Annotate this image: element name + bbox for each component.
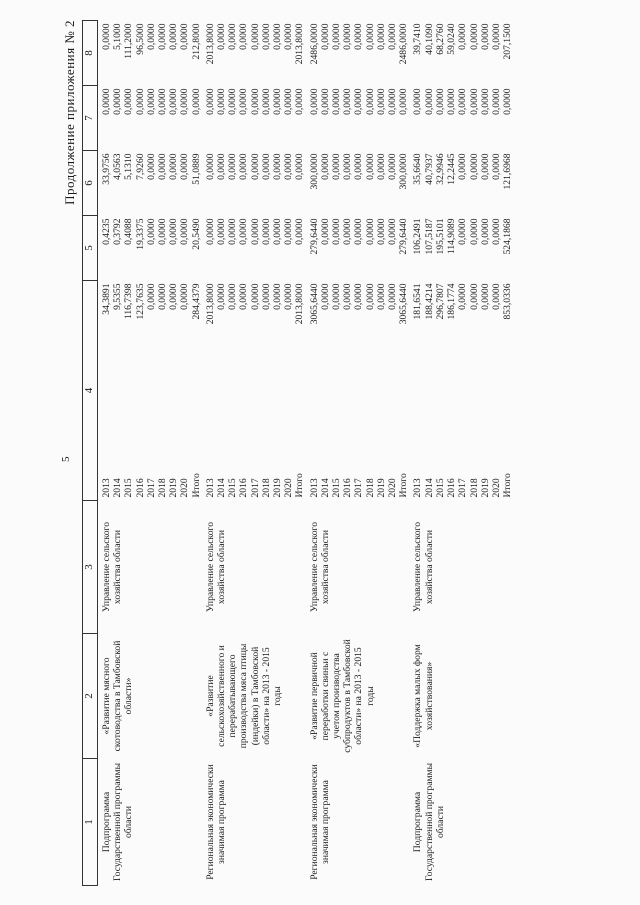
total-cell: 186,1774 xyxy=(446,283,458,320)
rotated-sheet xyxy=(60,12,580,892)
column-number: 5 xyxy=(83,216,98,281)
local-cell: 0,0000 xyxy=(457,88,469,115)
offbudget-cell: 0,0000 xyxy=(387,23,399,50)
offbudget-cell: 111,2000 xyxy=(123,23,135,59)
year-cell: 2020 xyxy=(179,478,191,498)
executor-cell: Управление сельского хозяйства области xyxy=(308,521,331,613)
regional-cell: 12,2445 xyxy=(446,153,458,185)
regional-cell: 4,0563 xyxy=(112,153,124,180)
local-cell: 0,0000 xyxy=(412,88,424,115)
program-name-cell: «Развитие первичной переработки свиньи с учетом производства субпродуктов в Тамбовской области» на 2013 - 2015 годы xyxy=(308,639,376,753)
local-cell: 0,0000 xyxy=(423,88,435,115)
federal-cell: 279,6440 xyxy=(308,218,320,255)
year-cell: 2019 xyxy=(479,478,491,498)
offbudget-cell: 2013,8000 xyxy=(294,23,306,65)
regional-cell: 0,0000 xyxy=(294,153,306,180)
regional-cell: 0,0000 xyxy=(272,153,284,180)
year-cell: Итого xyxy=(502,473,514,498)
total-cell: 0,0000 xyxy=(157,283,169,310)
total-cell: 3065,6440 xyxy=(308,283,320,325)
regional-cell: 0,0000 xyxy=(145,153,157,180)
regional-cell: 0,0000 xyxy=(479,153,491,180)
federal-cell: 106,2491 xyxy=(412,218,424,255)
federal-cell: 0,0000 xyxy=(342,218,354,245)
year-cell: 2013 xyxy=(412,478,424,498)
page-number: 5 xyxy=(60,456,72,462)
regional-cell: 0,0000 xyxy=(227,153,239,180)
local-cell: 0,0000 xyxy=(283,88,295,115)
local-cell: 0,0000 xyxy=(123,88,135,115)
total-cell: 123,7635 xyxy=(134,283,146,320)
column-number: 8 xyxy=(83,21,98,86)
total-cell: 0,0000 xyxy=(227,283,239,310)
local-cell: 0,0000 xyxy=(468,88,480,115)
offbudget-cell: 212,8000 xyxy=(190,23,202,60)
year-cell: 2016 xyxy=(446,478,458,498)
regional-cell: 40,7937 xyxy=(423,153,435,185)
program-name-cell: «Развитие сельскохозяйственного и перерабатывающего производства мяса птицы (индейки) в Тамбовской области» на 2013 - 2015 годы xyxy=(204,643,284,749)
regional-cell: 33,9756 xyxy=(101,153,112,185)
total-cell: 0,0000 xyxy=(145,283,157,310)
local-cell: 0,0000 xyxy=(101,88,112,115)
local-cell: 0,0000 xyxy=(238,88,250,115)
year-cell: 2013 xyxy=(101,478,112,498)
offbudget-cell: 40,1090 xyxy=(423,23,435,55)
year-cell: 2017 xyxy=(249,478,261,498)
local-cell: 0,0000 xyxy=(446,88,458,115)
federal-cell: 0,0000 xyxy=(364,218,376,245)
federal-cell: 0,0000 xyxy=(387,218,399,245)
federal-cell: 114,9089 xyxy=(446,218,458,255)
local-cell: 0,0000 xyxy=(398,88,410,115)
federal-cell: 0,0000 xyxy=(227,218,239,245)
total-cell: 853,0336 xyxy=(502,283,514,320)
year-cell: 2014 xyxy=(319,478,331,498)
offbudget-cell: 0,0000 xyxy=(342,23,354,50)
federal-cell: 107,5187 xyxy=(423,218,435,255)
table-row xyxy=(409,21,423,886)
federal-cell: 0,0000 xyxy=(490,218,502,245)
offbudget-cell: 39,7410 xyxy=(412,23,424,55)
offbudget-cell: 5,1000 xyxy=(112,23,124,50)
local-cell: 0,0000 xyxy=(157,88,169,115)
offbudget-cell: 0,0000 xyxy=(216,23,228,50)
federal-cell: 0,4235 xyxy=(101,218,112,245)
year-cell: 2014 xyxy=(112,478,124,498)
column-number: 2 xyxy=(83,634,98,759)
total-cell: 0,0000 xyxy=(387,283,399,310)
regional-cell: 0,0000 xyxy=(490,153,502,180)
program-type-cell: Подпрограмма Государственной программы области xyxy=(412,762,446,882)
year-cell: 2019 xyxy=(272,478,284,498)
federal-cell: 0,0000 xyxy=(168,218,180,245)
column-number: 7 xyxy=(83,86,98,151)
local-cell: 0,0000 xyxy=(434,88,446,115)
local-cell: 0,0000 xyxy=(342,88,354,115)
year-cell: 2016 xyxy=(238,478,250,498)
local-cell: 0,0000 xyxy=(168,88,180,115)
offbudget-cell: 0,0000 xyxy=(490,23,502,50)
federal-cell: 195,5101 xyxy=(434,218,446,255)
column-number: 1 xyxy=(83,759,98,886)
offbudget-cell: 2013,8000 xyxy=(204,23,216,65)
executor-cell: Управление сельского хозяйства области xyxy=(204,521,228,613)
offbudget-cell: 0,0000 xyxy=(375,23,387,50)
total-cell: 0,0000 xyxy=(179,283,191,310)
regional-cell: 0,0000 xyxy=(157,153,169,180)
federal-cell: 0,0000 xyxy=(457,218,469,245)
year-cell: 2020 xyxy=(283,478,295,498)
federal-cell: 0,0000 xyxy=(375,218,387,245)
local-cell: 0,0000 xyxy=(179,88,191,115)
offbudget-cell: 0,0000 xyxy=(145,23,157,50)
year-cell: 2013 xyxy=(308,478,320,498)
offbudget-cell: 0,0000 xyxy=(238,23,250,50)
offbudget-cell: 0,0000 xyxy=(319,23,331,50)
local-cell: 0,0000 xyxy=(227,88,239,115)
federal-cell: 0,0000 xyxy=(204,218,216,245)
program-type-cell: Региональная экономически значимая программа xyxy=(308,764,331,880)
executor-cell: Управление сельского хозяйства области xyxy=(412,521,435,613)
year-cell: 2020 xyxy=(387,478,399,498)
year-cell: 2019 xyxy=(375,478,387,498)
year-cell: 2015 xyxy=(331,478,343,498)
total-cell: 0,0000 xyxy=(216,283,228,310)
continuation-note: Продолжение приложения № 2 xyxy=(62,20,77,205)
total-cell: 3065,6440 xyxy=(398,283,410,325)
total-cell: 0,0000 xyxy=(490,283,502,310)
federal-cell: 0,0000 xyxy=(272,218,284,245)
local-cell: 0,0000 xyxy=(375,88,387,115)
regional-cell: 0,0000 xyxy=(216,153,228,180)
local-cell: 0,0000 xyxy=(112,88,124,115)
year-cell: 2018 xyxy=(364,478,376,498)
total-cell: 34,3891 xyxy=(101,283,112,315)
offbudget-cell: 0,0000 xyxy=(457,23,469,50)
offbudget-cell: 0,0000 xyxy=(179,23,191,50)
local-cell: 0,0000 xyxy=(145,88,157,115)
local-cell: 0,0000 xyxy=(260,88,272,115)
offbudget-cell: 0,0000 xyxy=(168,23,180,50)
regional-cell: 51,0889 xyxy=(190,153,202,185)
local-cell: 0,0000 xyxy=(364,88,376,115)
federal-cell: 524,1868 xyxy=(502,218,514,255)
total-cell: 0,0000 xyxy=(283,283,295,310)
regional-cell: 0,0000 xyxy=(364,153,376,180)
federal-cell: 0,0000 xyxy=(260,218,272,245)
regional-cell: 5,1310 xyxy=(123,153,135,180)
local-cell: 0,0000 xyxy=(387,88,399,115)
offbudget-cell: 0,0000 xyxy=(249,23,261,50)
offbudget-cell: 0,0000 xyxy=(101,23,112,50)
total-cell: 0,0000 xyxy=(353,283,365,310)
local-cell: 0,0000 xyxy=(490,88,502,115)
regional-cell: 7,9260 xyxy=(134,153,146,180)
federal-cell: 0,0000 xyxy=(283,218,295,245)
total-cell: 0,0000 xyxy=(168,283,180,310)
total-cell: 0,0000 xyxy=(479,283,491,310)
total-cell: 0,0000 xyxy=(375,283,387,310)
year-cell: Итого xyxy=(398,473,410,498)
total-cell: 0,0000 xyxy=(342,283,354,310)
total-cell: 0,0000 xyxy=(331,283,343,310)
column-number: 6 xyxy=(83,151,98,216)
year-cell: 2017 xyxy=(145,478,157,498)
executor-cell: Управление сельского хозяйства области xyxy=(101,521,124,613)
total-cell: 284,4379 xyxy=(190,283,202,320)
total-cell: 0,0000 xyxy=(364,283,376,310)
table-body xyxy=(98,21,514,886)
local-cell: 0,0000 xyxy=(308,88,320,115)
column-number: 4 xyxy=(83,281,98,501)
local-cell: 0,0000 xyxy=(331,88,343,115)
regional-cell: 0,0000 xyxy=(375,153,387,180)
total-cell: 188,4214 xyxy=(423,283,435,320)
regional-cell: 0,0000 xyxy=(353,153,365,180)
year-cell: 2018 xyxy=(468,478,480,498)
total-cell: 2013,8000 xyxy=(204,283,216,325)
regional-cell: 0,0000 xyxy=(319,153,331,180)
year-cell: 2016 xyxy=(134,478,146,498)
federal-cell: 279,6440 xyxy=(398,218,410,255)
federal-cell: 0,4088 xyxy=(123,218,135,245)
budget-table xyxy=(82,20,513,886)
regional-cell: 0,0000 xyxy=(342,153,354,180)
total-cell: 181,6541 xyxy=(412,283,424,320)
total-cell: 0,0000 xyxy=(319,283,331,310)
program-type-cell: Региональная экономически значимая программа xyxy=(204,764,228,880)
offbudget-cell: 2486,0000 xyxy=(398,23,410,65)
total-cell: 9,5355 xyxy=(112,283,124,310)
offbudget-cell: 2486,0000 xyxy=(308,23,320,65)
regional-cell: 0,0000 xyxy=(249,153,261,180)
offbudget-cell: 0,0000 xyxy=(353,23,365,50)
offbudget-cell: 0,0000 xyxy=(331,23,343,50)
regional-cell: 121,6968 xyxy=(502,153,514,190)
regional-cell: 0,0000 xyxy=(331,153,343,180)
year-cell: Итого xyxy=(190,473,202,498)
year-cell: Итого xyxy=(294,473,306,498)
regional-cell: 32,9946 xyxy=(434,153,446,185)
offbudget-cell: 0,0000 xyxy=(364,23,376,50)
offbudget-cell: 0,0000 xyxy=(283,23,295,50)
federal-cell: 0,0000 xyxy=(179,218,191,245)
program-name-cell: «Развитие мясного скотоводства в Тамбовской области» xyxy=(101,640,135,752)
local-cell: 0,0000 xyxy=(353,88,365,115)
column-number: 3 xyxy=(83,501,98,634)
local-cell: 0,0000 xyxy=(272,88,284,115)
total-cell: 0,0000 xyxy=(238,283,250,310)
regional-cell: 35,6640 xyxy=(412,153,424,185)
federal-cell: 0,0000 xyxy=(157,218,169,245)
offbudget-cell: 68,2760 xyxy=(434,23,446,55)
local-cell: 0,0000 xyxy=(294,88,306,115)
regional-cell: 300,0000 xyxy=(308,153,320,190)
total-cell: 0,0000 xyxy=(272,283,284,310)
table-row xyxy=(306,21,320,886)
year-cell: 2014 xyxy=(423,478,435,498)
local-cell: 0,0000 xyxy=(204,88,216,115)
regional-cell: 0,0000 xyxy=(457,153,469,180)
regional-cell: 0,0000 xyxy=(204,153,216,180)
regional-cell: 0,0000 xyxy=(238,153,250,180)
local-cell: 0,0000 xyxy=(134,88,146,115)
year-cell: 2015 xyxy=(434,478,446,498)
federal-cell: 0,0000 xyxy=(145,218,157,245)
year-cell: 2018 xyxy=(157,478,169,498)
year-cell: 2019 xyxy=(168,478,180,498)
total-cell: 116,7398 xyxy=(123,283,135,320)
total-cell: 0,0000 xyxy=(457,283,469,310)
local-cell: 0,0000 xyxy=(216,88,228,115)
offbudget-cell: 0,0000 xyxy=(468,23,480,50)
total-cell: 0,0000 xyxy=(468,283,480,310)
regional-cell: 0,0000 xyxy=(283,153,295,180)
federal-cell: 0,0000 xyxy=(294,218,306,245)
offbudget-cell: 0,0000 xyxy=(479,23,491,50)
local-cell: 0,0000 xyxy=(319,88,331,115)
federal-cell: 0,0000 xyxy=(479,218,491,245)
offbudget-cell: 207,1500 xyxy=(502,23,514,60)
regional-cell: 300,0000 xyxy=(398,153,410,190)
total-cell: 296,7807 xyxy=(434,283,446,320)
federal-cell: 20,5490 xyxy=(190,218,202,250)
total-cell: 0,0000 xyxy=(249,283,261,310)
table-row xyxy=(202,21,216,886)
year-cell: 2013 xyxy=(204,478,216,498)
federal-cell: 0,0000 xyxy=(468,218,480,245)
offbudget-cell: 96,5000 xyxy=(134,23,146,55)
offbudget-cell: 0,0000 xyxy=(227,23,239,50)
offbudget-cell: 0,0000 xyxy=(260,23,272,50)
offbudget-cell: 0,0000 xyxy=(272,23,284,50)
year-cell: 2016 xyxy=(342,478,354,498)
federal-cell: 19,3375 xyxy=(134,218,146,250)
local-cell: 0,0000 xyxy=(479,88,491,115)
federal-cell: 0,0000 xyxy=(331,218,343,245)
total-cell: 2013,8000 xyxy=(294,283,306,325)
year-cell: 2017 xyxy=(457,478,469,498)
year-cell: 2015 xyxy=(123,478,135,498)
local-cell: 0,0000 xyxy=(502,88,514,115)
year-cell: 2020 xyxy=(490,478,502,498)
offbudget-cell: 0,0000 xyxy=(157,23,169,50)
federal-cell: 0,0000 xyxy=(353,218,365,245)
program-type-cell: Подпрограмма Государственной программы области xyxy=(101,762,135,882)
local-cell: 0,0000 xyxy=(190,88,202,115)
federal-cell: 0,0000 xyxy=(319,218,331,245)
federal-cell: 0,0000 xyxy=(238,218,250,245)
year-cell: 2017 xyxy=(353,478,365,498)
regional-cell: 0,0000 xyxy=(260,153,272,180)
regional-cell: 0,0000 xyxy=(468,153,480,180)
federal-cell: 0,0000 xyxy=(216,218,228,245)
regional-cell: 0,0000 xyxy=(168,153,180,180)
federal-cell: 0,0000 xyxy=(249,218,261,245)
year-cell: 2015 xyxy=(227,478,239,498)
year-cell: 2018 xyxy=(260,478,272,498)
federal-cell: 0,3792 xyxy=(112,218,124,245)
regional-cell: 0,0000 xyxy=(387,153,399,180)
program-name-cell: «Поддержка малых форм хозяйствования» xyxy=(412,644,435,748)
offbudget-cell: 59,0240 xyxy=(446,23,458,55)
local-cell: 0,0000 xyxy=(249,88,261,115)
column-number-row xyxy=(83,21,98,886)
regional-cell: 0,0000 xyxy=(179,153,191,180)
table-row xyxy=(98,21,113,886)
total-cell: 0,0000 xyxy=(260,283,272,310)
year-cell: 2014 xyxy=(216,478,228,498)
